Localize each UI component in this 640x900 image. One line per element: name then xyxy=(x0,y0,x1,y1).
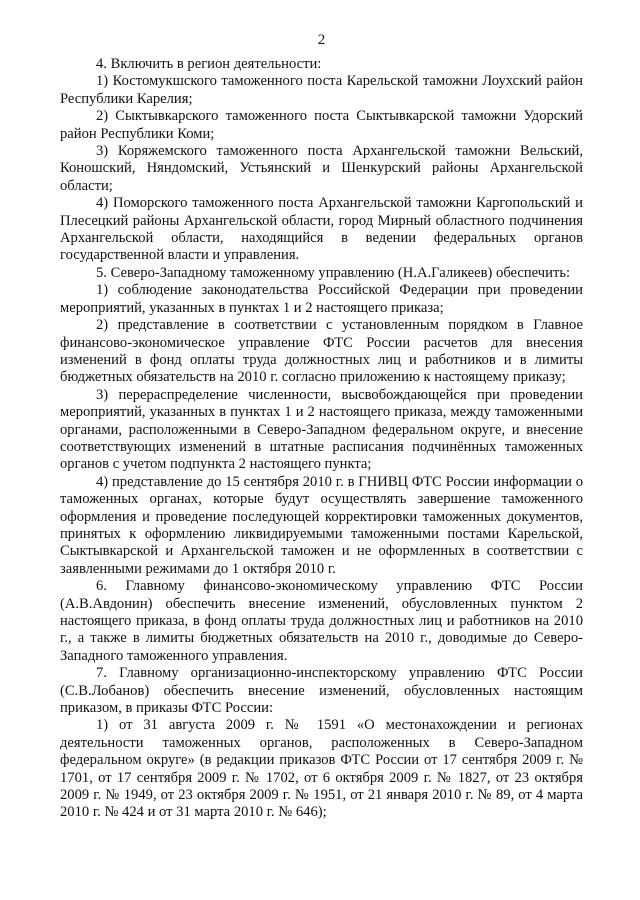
paragraph-item-4: 4. Включить в регион деятельности: xyxy=(96,56,322,72)
paragraph-item-7-1: 1) от 31 августа 2009 г. № 1591 «О местонахождении и регионах деятельности таможенных органов, расположенных в Северо-Западном федеральном округе» (в редакции приказов ФТС России от 17 сентября 2009 г. № 1701, от 17 сентября 2009 г. № 1702, от 6 октября 2009 г. № 1827, от 23 октября 2009 г. № 1949, от 23 октября 2009 г. № 1951, от 21 января 2010 г. № 89, от 4 марта 2010 г. № 424 и от 31 марта 2010 г. № 646); xyxy=(60,717,583,821)
paragraph-item-4-4: 4) Поморского таможенного поста Архангельской таможни Каргопольский и Плесецкий районы Архангельской области, город Мирный областного подчинения Архангельской области, находящийся в ведении федеральных органов государственной власти и управления. xyxy=(60,195,583,264)
paragraph-item-5-2: 2) представление в соответствии с установленным порядком в Главное финансово-экономическое управление ФТС России расчетов для внесения изменений в фонд оплаты труда должностных лиц и работников и в лимиты бюджетных обязательств на 2010 г. согласно приложению к настоящему приказу; xyxy=(60,317,583,386)
paragraph-item-5-1: 1) соблюдение законодательства Российской Федерации при проведении мероприятий, указанных в пунктах 1 и 2 настоящего приказа; xyxy=(60,282,583,316)
document-page xyxy=(60,30,583,822)
paragraph-item-4-3: 3) Коряжемского таможенного поста Архангельской таможни Вельский, Коношский, Няндомский, Устьянский и Шенкурский районы Архангельской области; xyxy=(60,143,583,194)
paragraph-item-5-4: 4) представление до 15 сентября 2010 г. в ГНИВЦ ФТС России информации о таможенных органах, которые будут осуществлять завершение таможенного оформления и проведение последующей корректировки таможенных документов, принятых к оформлению ликвидируемыми таможенными постами Карельской, Сыктывкарской и Архангельской таможен и не оформленных в соответствии с заявленными режимами до 1 октября 2010 г. xyxy=(60,473,583,577)
page-number: 2 xyxy=(317,32,326,48)
paragraph-item-5: 5. Северо-Западному таможенному управлению (Н.А.Галикеев) обеспечить: xyxy=(96,264,571,281)
paragraph-item-7: 7. Главному организационно-инспекторскому управлению ФТС России (С.В.Лобанов) обеспечить внесение изменений, обусловленных настоящим приказом, в приказы ФТС России: xyxy=(60,665,583,717)
paragraph-item-6: 6. Главному финансово-экономическому управлению ФТС России (А.В.Авдонин) обеспечить внесение изменений, обусловленных пунктом 2 настоящего приказа, в фонд оплаты труда должностных лиц и работников на 2010 г., а также в лимиты бюджетных обязательств на 2010 г., доводимые до Северо-Западного таможенного управления. xyxy=(60,578,583,664)
paragraph-item-4-2: 2) Сыктывкарского таможенного поста Сыктывкарской таможни Удорский район Республики Коми; xyxy=(60,108,583,142)
paragraph-item-4-1: 1) Костомукшского таможенного поста Карельской таможни Лоухский район Республики Карелия; xyxy=(60,73,583,107)
paragraph-item-5-3: 3) перераспределение численности, высвобождающейся при проведении мероприятий, указанных в пунктах 1 и 2 настоящего приказа, между таможенными органами, расположенными в Северо-Западном федеральном округе, и внесение соответствующих изменений в штатные расписания подчинённых таможенных органов с учетом подпункта 2 настоящего пункта; xyxy=(60,386,583,473)
